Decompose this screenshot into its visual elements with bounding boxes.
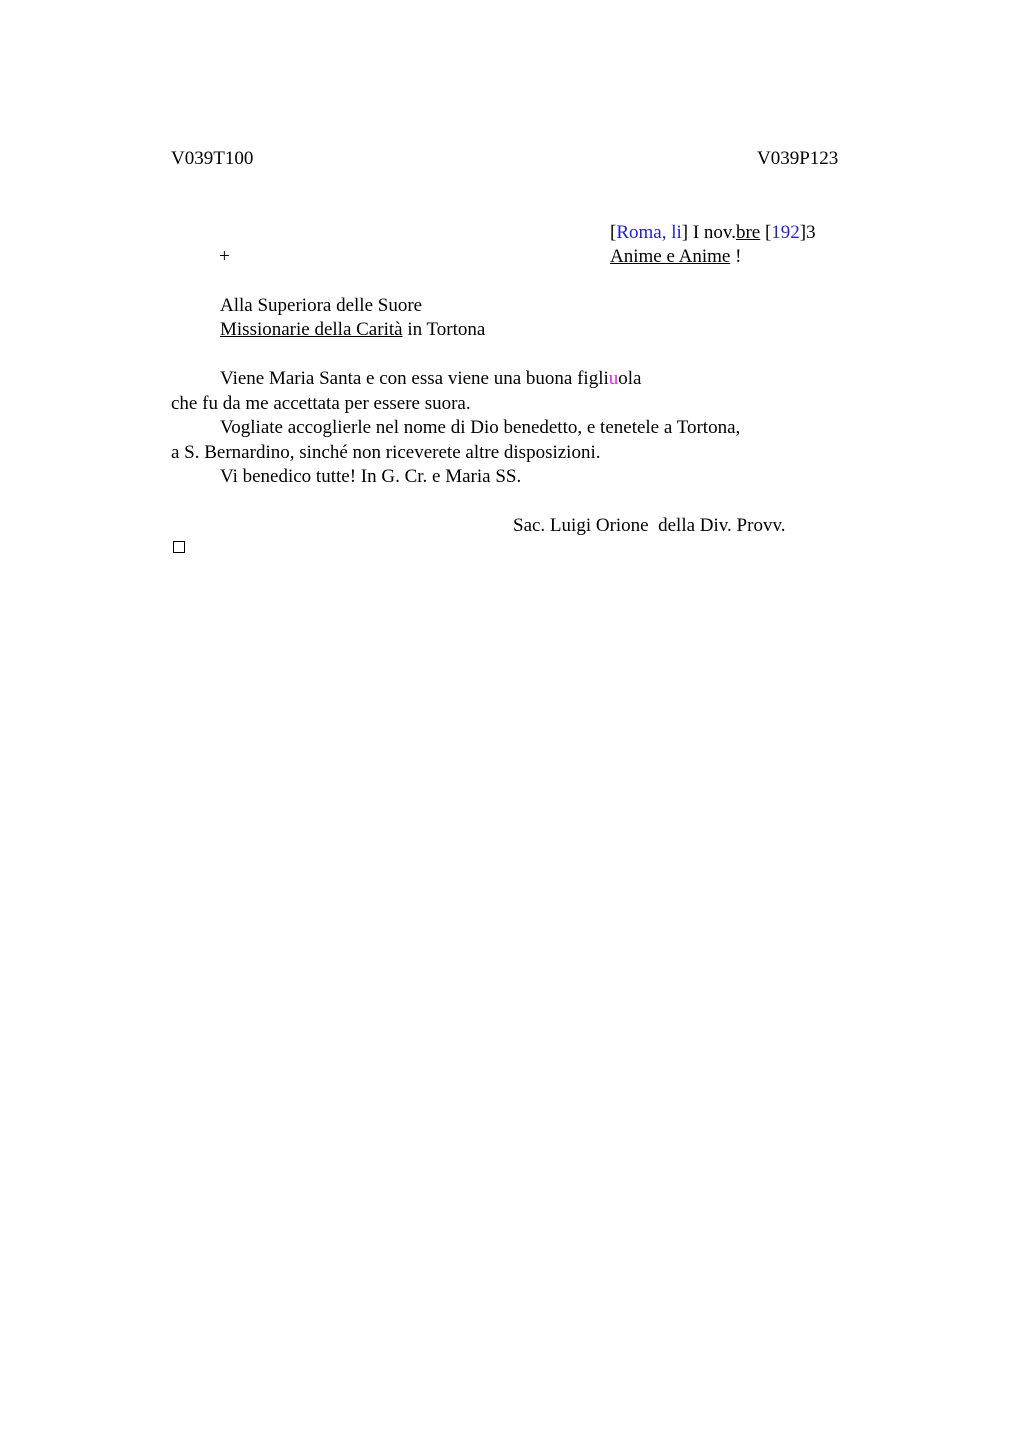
dateline-year-end: 3 [806,222,816,243]
body-text-segment: ola [618,368,642,389]
body-paragraph-2-line-2: a S. Bernardino, sinché non riceverete altre disposizioni. [171,442,601,463]
dateline-bracket-close: ] [681,222,689,243]
body-paragraph-1-line-2: che fu da me accettata per essere suora. [171,393,471,414]
dateline-year-close: ] [799,222,807,243]
motto-punct: ! [730,246,742,267]
dateline [610,221,816,245]
dateline-place: Roma, li [616,222,682,243]
dateline-bracket-open: [ [610,222,617,243]
addressee-congregation: Missionarie della Carità [220,319,403,340]
body-text-segment: Viene Maria Santa e con essa viene una buona figli [220,368,609,389]
end-of-document-box-icon [173,541,185,553]
body-paragraph-2-line-1: Vogliate accoglierle nel nome di Dio benedetto, e tenetele a Tortona, [220,417,741,438]
editorial-letter-highlight: u [608,368,619,389]
addressee-line-2 [220,318,485,342]
motto [610,245,741,269]
dateline-year-prefix: 192 [771,222,800,243]
document-code-left: V039T100 [171,148,254,169]
dateline-day-month: I nov. [688,222,736,243]
addressee-line-1: Alla Superiora delle Suore [220,295,423,316]
addressee-location: in Tortona [402,319,486,340]
document-code-right: V039P123 [757,148,839,169]
dateline-month-suffix: bre [735,222,761,243]
signature: Sac. Luigi Orione della Div. Provv. [513,515,786,536]
cross-symbol: + [219,246,230,267]
dateline-year-open: [ [760,222,772,243]
body-paragraph-3-line-1: Vi benedico tutte! In G. Cr. e Maria SS. [220,466,522,487]
body-paragraph-1-line-1 [220,367,641,391]
motto-text: Anime e Anime [610,246,731,267]
